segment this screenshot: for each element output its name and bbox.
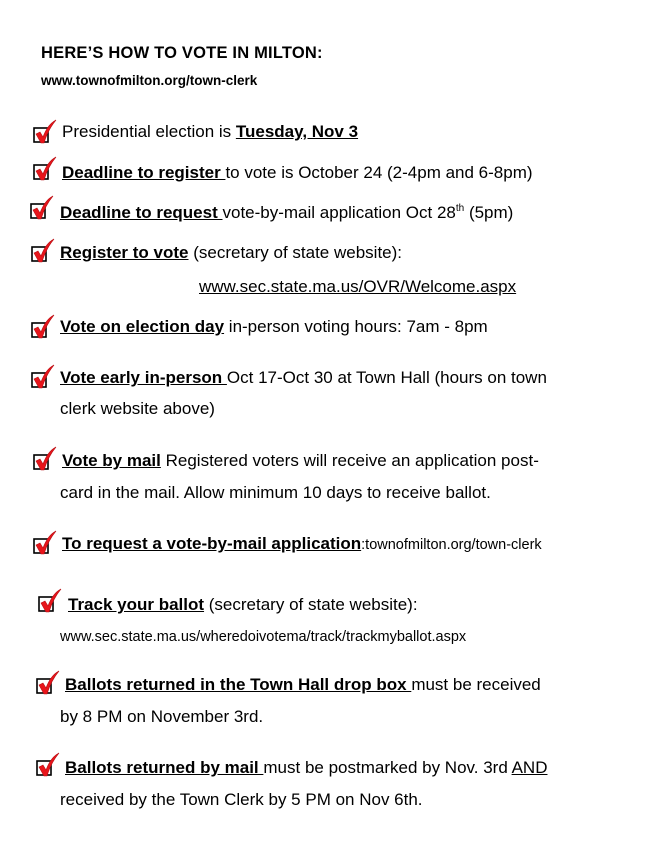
checkmark-icon — [32, 530, 58, 556]
register-deadline-item — [62, 162, 533, 184]
item-heading: Track your ballot — [68, 595, 205, 614]
item-text: Oct 17-Oct 30 at Town Hall (hours on town — [226, 368, 547, 387]
page-title: HERE’S HOW TO VOTE IN MILTON: — [41, 44, 323, 62]
checkmark-icon — [37, 588, 63, 614]
item-heading: Ballots returned in the Town Hall drop box — [65, 675, 412, 694]
track-ballot-url: www.sec.state.ma.us/wheredoivotema/track/trackmyballot.aspx — [60, 629, 467, 645]
item-text: (5pm) — [464, 203, 514, 222]
item-heading: Vote early in-person — [60, 368, 227, 387]
item-text: (secretary of state website): — [188, 243, 403, 262]
register-to-vote-item — [60, 242, 402, 264]
checkmark-icon — [32, 446, 58, 472]
request-application-item — [62, 533, 542, 556]
item-text: Registered voters will receive an application post- — [160, 451, 539, 470]
item-heading: Vote on election day — [60, 317, 225, 336]
checkmark-icon — [30, 364, 56, 390]
vote-early-line2: clerk website above) — [60, 399, 215, 418]
item-text: (secretary of state website): — [204, 595, 418, 614]
item-text: in-person voting hours: 7am - 8pm — [224, 317, 488, 336]
checkmark-icon — [32, 156, 58, 182]
vote-early-item — [60, 367, 547, 389]
request-deadline-item — [60, 202, 513, 224]
superscript: th — [455, 203, 465, 214]
vote-by-mail-item — [62, 450, 539, 472]
vote-by-mail-line2: card in the mail. Allow minimum 10 days to receive ballot. — [60, 483, 491, 502]
item-text: must be postmarked by Nov. 3rd — [263, 758, 512, 777]
checkmark-icon — [35, 670, 61, 696]
item-heading: Vote by mail — [62, 451, 161, 470]
drop-box-line2: by 8 PM on November 3rd. — [60, 707, 264, 726]
item-heading: Register to vote — [60, 243, 189, 262]
track-ballot-item — [68, 594, 418, 616]
ovr-link[interactable] — [199, 276, 516, 298]
returned-by-mail-item — [65, 757, 547, 779]
item-text: :townofmilton.org/town-clerk — [361, 537, 542, 553]
item-heading: To request a vote-by-mail application — [62, 534, 362, 553]
item-heading: Ballots returned by mail — [65, 758, 264, 777]
item-text: vote-by-mail application Oct 28 — [222, 203, 456, 222]
returned-by-mail-line2: received by the Town Clerk by 5 PM on Nov 6th. — [60, 790, 423, 809]
checkmark-icon — [29, 195, 55, 221]
item-heading: Deadline to request — [60, 203, 223, 222]
item-text: must be received — [411, 675, 541, 694]
checkmark-icon — [30, 238, 56, 264]
item-text: Presidential election is — [62, 122, 236, 141]
election-date-item — [62, 121, 358, 143]
item-heading: Tuesday, Nov 3 — [235, 122, 359, 141]
checkmark-icon — [32, 119, 58, 145]
checkmark-icon — [35, 752, 61, 778]
drop-box-item — [65, 674, 541, 696]
election-day-item — [60, 316, 488, 338]
item-text: to vote is October 24 (2-4pm and 6-8pm) — [225, 163, 533, 182]
town-clerk-website: www.townofmilton.org/town-clerk — [41, 73, 258, 88]
item-heading: Deadline to register — [62, 163, 226, 182]
link-text[interactable]: www.sec.state.ma.us/OVR/Welcome.aspx — [199, 277, 517, 296]
underlined-text: AND — [511, 758, 548, 777]
checkmark-icon — [30, 314, 56, 340]
